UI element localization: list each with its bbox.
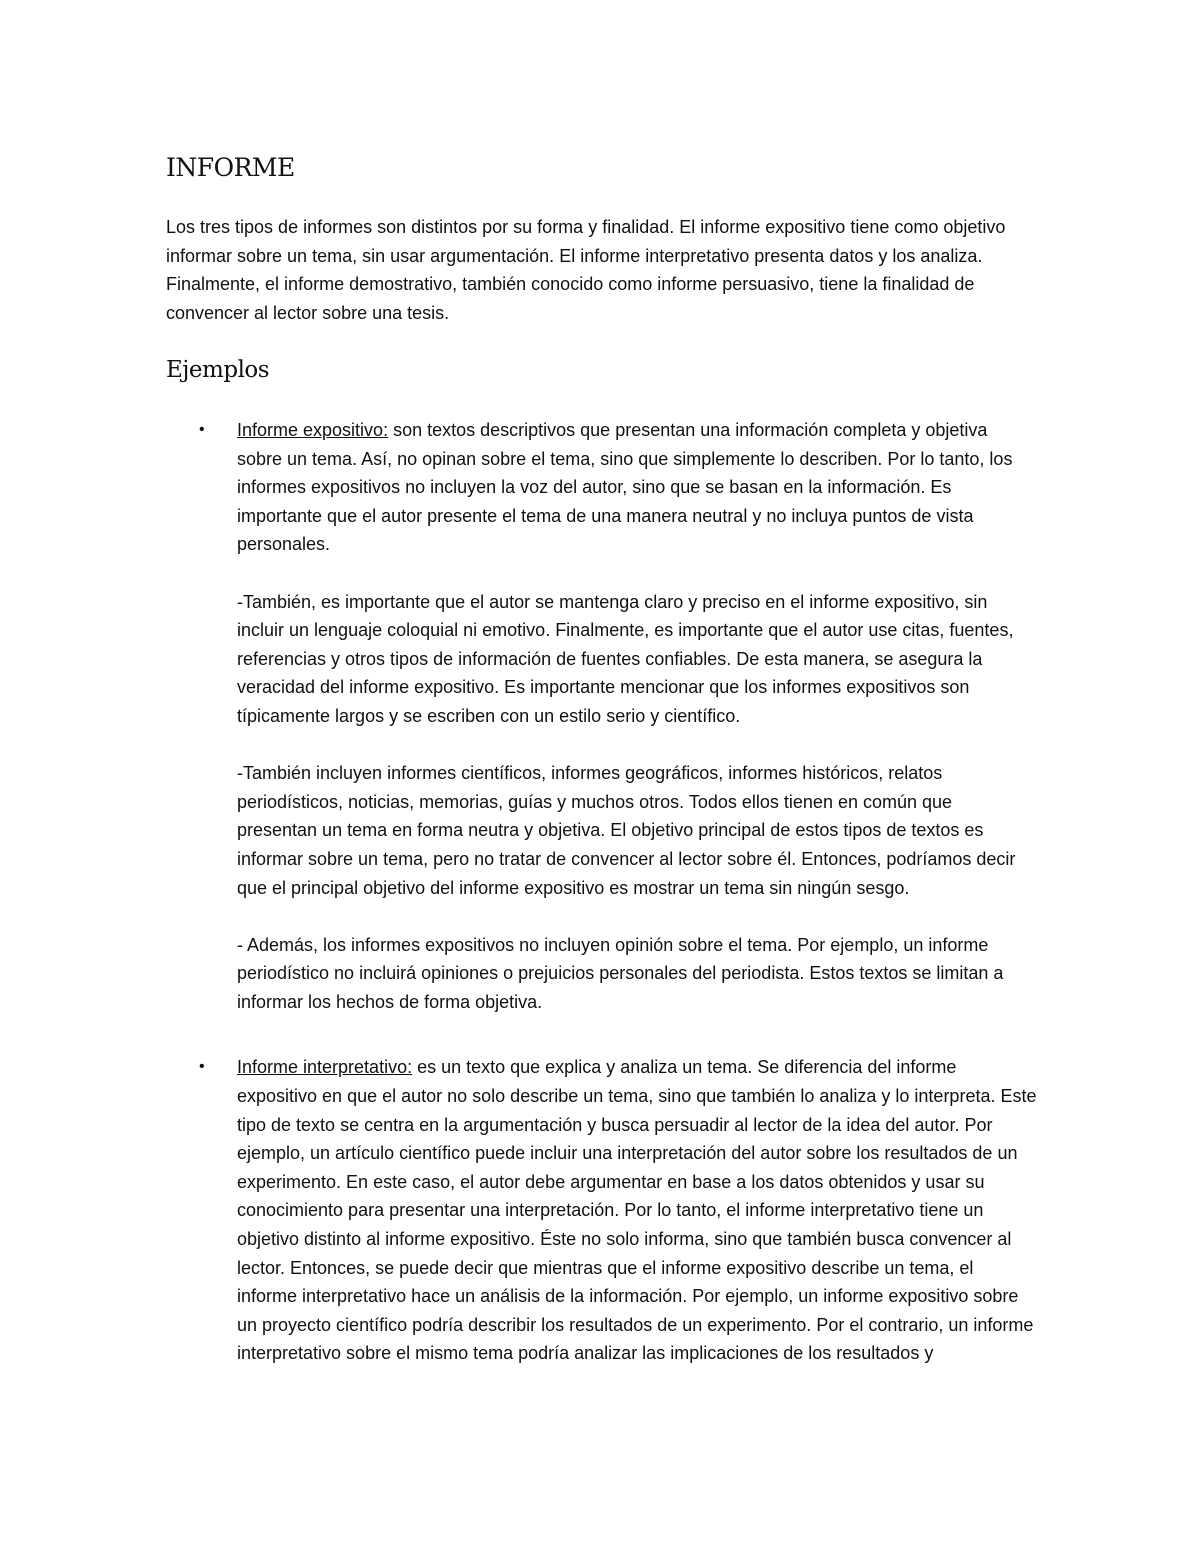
bullet-icon: • [199, 421, 205, 438]
item-paragraph: -También, es importante que el autor se mantenga claro y preciso en el informe expositivo, sin incluir un lenguaje coloquial ni emotivo. Finalmente, es importante que el autor use citas, fuentes, referencias y otros tipos de información de fuentes confiables. De esta manera, se asegura la veracidad del informe expositivo. Es importante mencionar que los informes expositivos son típicamente largos y se escriben con un estilo serio y científico. [237, 591, 1014, 726]
section-heading: Ejemplos [166, 357, 270, 383]
bullet-icon: • [199, 1058, 205, 1076]
item-lead-text: son textos descriptivos que presentan una información completa y objetiva sobre un tema. Así, no opinan sobre el tema, sino que simplemente lo describen. Por lo tanto, los informes expositivos no incluyen la voz del autor, sino que se basan en la información. Es importante que el autor presente el tema de una manera neutral y no incluya puntos de vista personales. [237, 420, 1013, 555]
item-paragraph: -También incluyen informes científicos, informes geográficos, informes históricos, relatos periodísticos, noticias, memorias, guías y muchos otros. Todos ellos tienen en común que presentan un tema en forma neutra y objetiva. El objetivo principal de estos tipos de textos es informar sobre un tema, pero no tratar de convencer al lector sobre él. Entonces, podríamos decir que el principal objetivo del informe expositivo es mostrar un tema sin ningún sesgo. [237, 763, 1016, 898]
item-term: Informe interpretativo: [237, 1057, 413, 1078]
item-paragraph: - Además, los informes expositivos no incluyen opinión sobre el tema. Por ejemplo, un informe periodístico no incluirá opiniones o prejuicios personales del periodista. Estos textos se limitan a informar los hechos de forma objetiva. [237, 934, 1004, 1012]
list-item-interpretativo [0, 1053, 1037, 1368]
examples-list [0, 416, 1200, 1368]
list-item-expositivo [0, 416, 1037, 1016]
item-lead-text: es un texto que explica y analiza un tema. Se diferencia del informe expositivo en que el autor no solo describe un tema, sino que también lo analiza y lo interpreta. Este tipo de texto se centra en la argumentación y busca persuadir al lector de la idea del autor. Por ejemplo, un artículo científico puede incluir una interpretación del autor sobre los resultados de un experimento. En este caso, el autor debe argumentar en base a los datos obtenidos y usar su conocimiento para presentar una interpretación. Por lo tanto, el informe interpretativo tiene un objetivo distinto al informe expositivo. Éste no solo informa, sino que también busca convencer al lector. Entonces, se puede decir que mientras que el informe expositivo describe un tema, el informe interpretativo hace un análisis de la información. Por ejemplo, un informe expositivo sobre un proyecto científico podría describir los resultados de un experimento. Por el contrario, un informe interpretativo sobre el mismo tema podría analizar las implicaciones de los resultados y [237, 1057, 1037, 1364]
document-title: INFORME [166, 153, 295, 182]
intro-paragraph: Los tres tipos de informes son distintos por su forma y finalidad. El informe expositivo tiene como objetivo informar sobre un tema, sin usar argumentación. El informe interpretativo presenta datos y los analiza. Finalmente, el informe demostrativo, también conocido como informe persuasivo, tiene la finalidad de convencer al lector sobre una tesis. [166, 217, 1006, 323]
item-term: Informe expositivo: [237, 420, 389, 440]
item-lead-paragraph [237, 416, 1037, 559]
item-lead-paragraph [237, 1053, 1037, 1368]
